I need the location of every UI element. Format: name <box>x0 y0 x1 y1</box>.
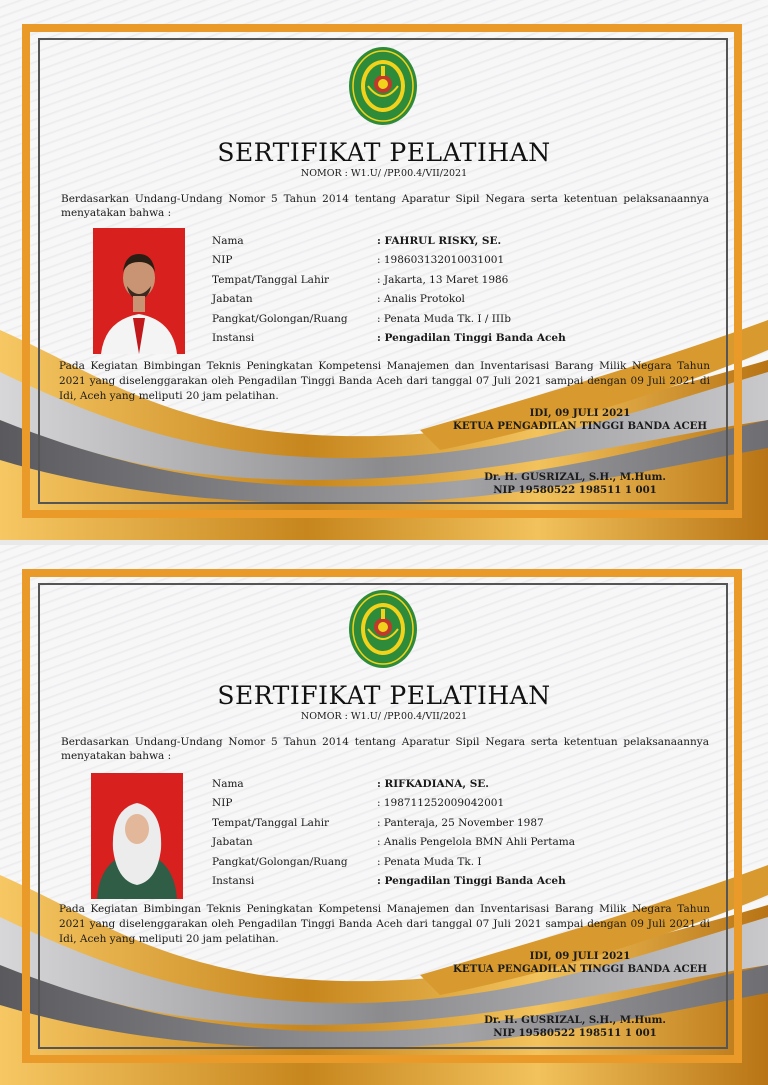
participant-photo <box>91 773 183 899</box>
detail-value: : Analis Protokol <box>377 293 465 306</box>
detail-label: Instansi <box>212 331 255 344</box>
detail-label: Nama <box>212 235 244 247</box>
certificate-number: NOMOR : W1.U/ /PP.00.4/VII/2021 <box>300 711 468 722</box>
detail-row <box>212 293 712 312</box>
detail-label: Nama <box>212 778 244 790</box>
participant-details <box>212 235 712 351</box>
detail-label: Jabatan <box>212 293 253 306</box>
detail-row <box>212 332 712 351</box>
certificate-title: SERTIFIKAT PELATIHAN <box>217 138 551 167</box>
detail-row <box>212 875 712 894</box>
detail-label: NIP <box>212 254 233 267</box>
detail-value: : FAHRUL RISKY, SE. <box>377 235 502 247</box>
court-logo-icon <box>348 589 418 669</box>
detail-label: Tempat/Tanggal Lahir <box>212 816 330 829</box>
certificate-2 <box>0 545 768 1085</box>
participant-photo <box>93 228 185 354</box>
detail-label: NIP <box>212 797 233 810</box>
detail-value: : Pengadilan Tinggi Banda Aceh <box>377 874 566 887</box>
detail-label: Pangkat/Golongan/Ruang <box>212 312 348 325</box>
participant-details <box>212 778 712 894</box>
detail-row <box>212 778 712 797</box>
detail-value: : RIFKADIANA, SE. <box>377 778 489 790</box>
place-date: IDI, 09 JULI 2021 <box>529 407 631 419</box>
certificate-1 <box>0 0 768 540</box>
detail-row <box>212 313 712 332</box>
detail-label: Pangkat/Golongan/Ruang <box>212 855 348 868</box>
court-logo-icon <box>348 46 418 126</box>
detail-row <box>212 797 712 816</box>
certificate-number: NOMOR : W1.U/ /PP.00.4/VII/2021 <box>300 168 468 179</box>
signer-role: KETUA PENGADILAN TINGGI BANDA ACEH <box>453 420 707 432</box>
signer-name: Dr. H. GUSRIZAL, S.H., M.Hum. <box>484 1014 666 1026</box>
detail-row <box>212 856 712 875</box>
detail-row <box>212 235 712 254</box>
detail-row <box>212 274 712 293</box>
detail-value: : Jakarta, 13 Maret 1986 <box>377 273 509 286</box>
training-description: Pada Kegiatan Bimbingan Teknis Peningkatan Kompetensi Manajemen dan Inventarisasi Barang Milik Negara Tahun 2021 yang diselenggarakan oleh Pengadilan Tinggi Banda Aceh dari tanggal 07 Juli 2021 sampai dengan 09 Juli 2021 di Idi, Aceh yang meliputi 20 jam pelatihan. <box>59 903 710 945</box>
detail-value: : Panteraja, 25 November 1987 <box>377 816 544 829</box>
detail-label: Jabatan <box>212 836 253 849</box>
place-date: IDI, 09 JULI 2021 <box>529 950 631 962</box>
training-description: Pada Kegiatan Bimbingan Teknis Peningkatan Kompetensi Manajemen dan Inventarisasi Barang Milik Negara Tahun 2021 yang diselenggarakan oleh Pengadilan Tinggi Banda Aceh dari tanggal 07 Juli 2021 sampai dengan 09 Juli 2021 di Idi, Aceh yang meliputi 20 jam pelatihan. <box>59 360 710 402</box>
signer-nip: NIP 19580522 198511 1 001 <box>493 1027 657 1039</box>
signer-name: Dr. H. GUSRIZAL, S.H., M.Hum. <box>484 471 666 483</box>
detail-value: : 198711252009042001 <box>377 797 505 810</box>
detail-label: Tempat/Tanggal Lahir <box>212 273 330 286</box>
intro-text: Berdasarkan Undang-Undang Nomor 5 Tahun 2014 tentang Aparatur Sipil Negara serta ketentuan pelaksanaannya menyatakan bahwa : <box>61 736 709 762</box>
certificate-title: SERTIFIKAT PELATIHAN <box>217 681 551 710</box>
detail-value: : Penata Muda Tk. I <box>377 855 482 868</box>
detail-value: : Analis Pengelola BMN Ahli Pertama <box>377 836 575 849</box>
detail-row <box>212 836 712 855</box>
detail-value: : 198603132010031001 <box>377 254 505 267</box>
signer-nip: NIP 19580522 198511 1 001 <box>493 484 657 496</box>
detail-value: : Pengadilan Tinggi Banda Aceh <box>377 331 566 344</box>
detail-value: : Penata Muda Tk. I / IIIb <box>377 312 511 325</box>
intro-text: Berdasarkan Undang-Undang Nomor 5 Tahun 2014 tentang Aparatur Sipil Negara serta ketentuan pelaksanaannya menyatakan bahwa : <box>61 193 709 219</box>
signer-role: KETUA PENGADILAN TINGGI BANDA ACEH <box>453 963 707 975</box>
detail-row <box>212 254 712 273</box>
detail-row <box>212 817 712 836</box>
detail-label: Instansi <box>212 874 255 887</box>
